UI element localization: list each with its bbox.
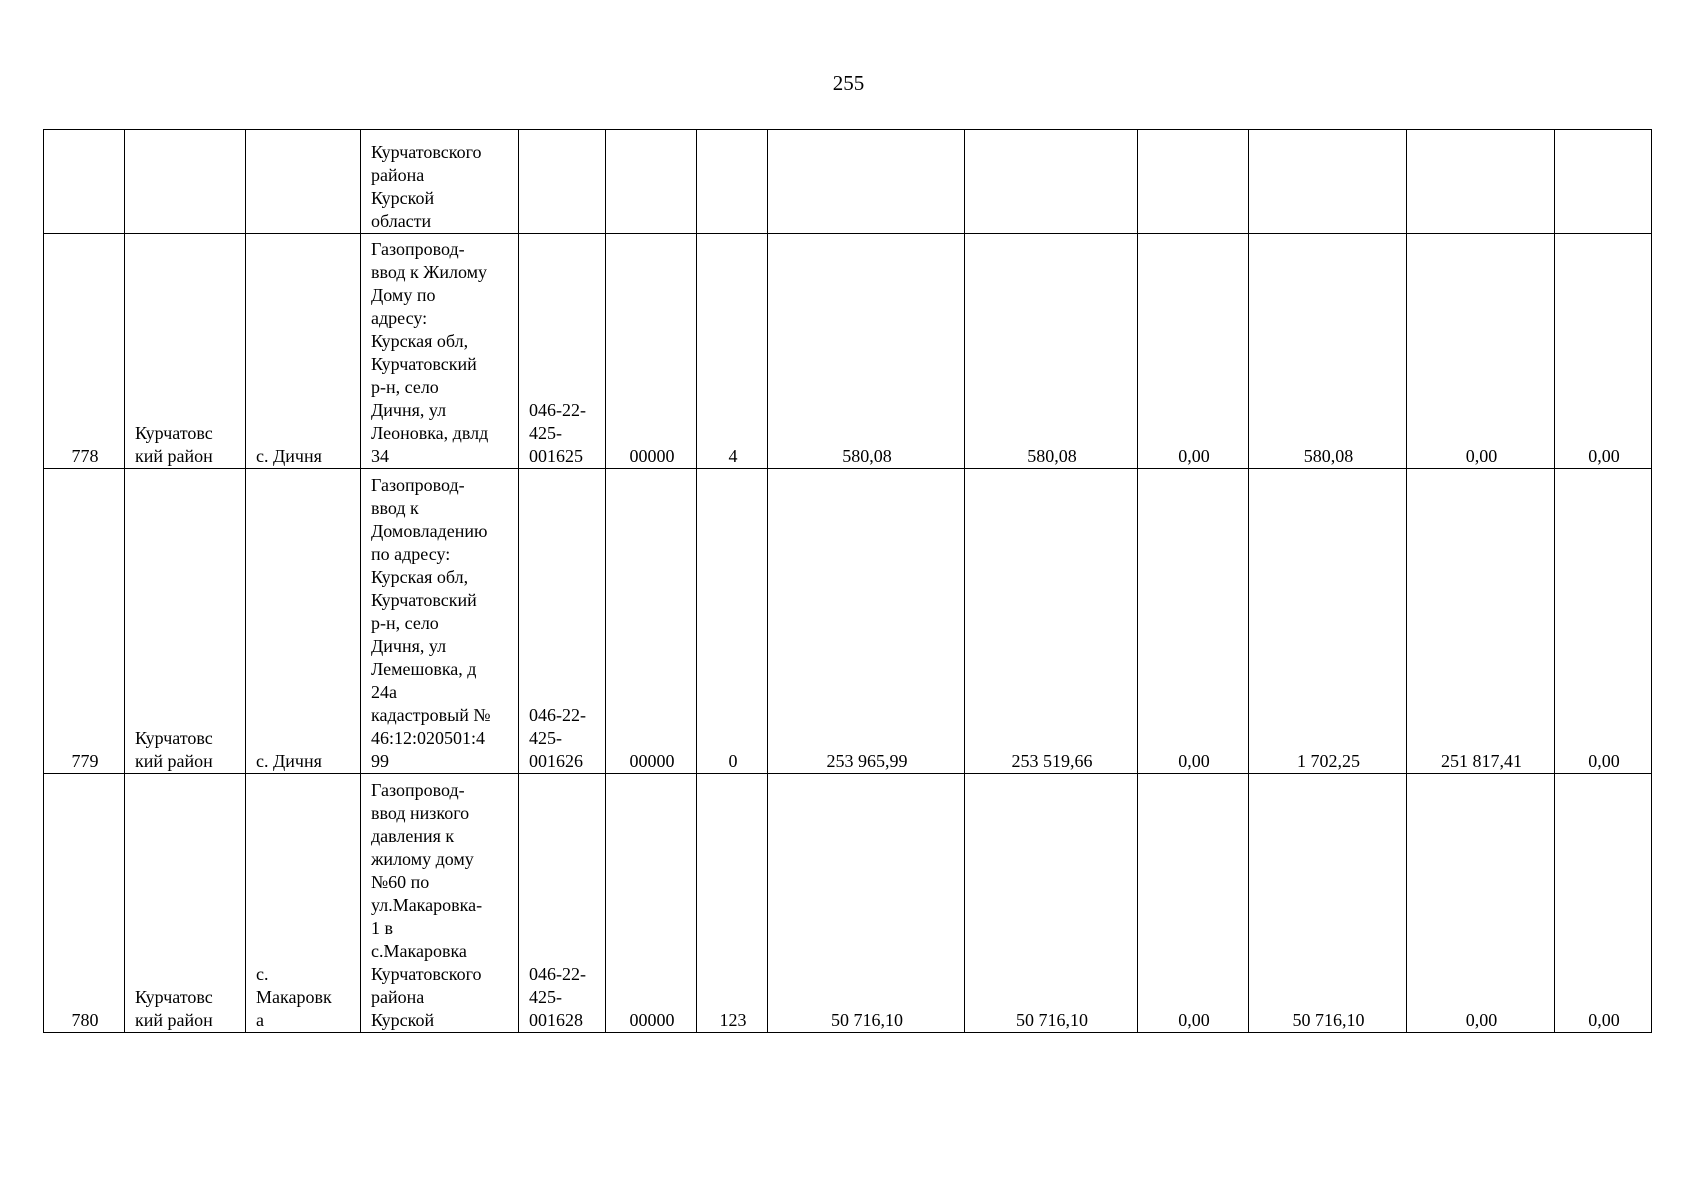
value-cell-1: 580,08 xyxy=(768,234,965,469)
value-cell-4: 50 716,10 xyxy=(1249,774,1407,1033)
quantity-cell xyxy=(697,130,768,234)
value-cell-6 xyxy=(1555,130,1652,234)
locality-cell: с. Макаровк а xyxy=(246,774,361,1033)
quantity-cell: 0 xyxy=(697,469,768,774)
value-cell-1: 50 716,10 xyxy=(768,774,965,1033)
row-number-cell: 778 xyxy=(44,234,125,469)
value-cell-3 xyxy=(1138,130,1249,234)
value-cell-5: 0,00 xyxy=(1407,774,1555,1033)
value-cell-5: 251 817,41 xyxy=(1407,469,1555,774)
table-row xyxy=(44,774,1652,1033)
asset-register-table xyxy=(43,129,1652,1033)
cadastral-number-cell xyxy=(519,130,606,234)
value-cell-2: 50 716,10 xyxy=(965,774,1138,1033)
value-cell-1 xyxy=(768,130,965,234)
row-number-cell: 779 xyxy=(44,469,125,774)
value-cell-4 xyxy=(1249,130,1407,234)
cadastral-number-cell: 046-22- 425- 001625 xyxy=(519,234,606,469)
value-cell-6: 0,00 xyxy=(1555,774,1652,1033)
district-cell: Курчатовс кий район xyxy=(125,774,246,1033)
value-cell-2: 580,08 xyxy=(965,234,1138,469)
district-cell: Курчатовс кий район xyxy=(125,469,246,774)
value-cell-6: 0,00 xyxy=(1555,469,1652,774)
value-cell-4: 580,08 xyxy=(1249,234,1407,469)
cadastral-number-cell: 046-22- 425- 001626 xyxy=(519,469,606,774)
district-cell xyxy=(125,130,246,234)
value-cell-2: 253 519,66 xyxy=(965,469,1138,774)
value-cell-6: 0,00 xyxy=(1555,234,1652,469)
quantity-cell: 4 xyxy=(697,234,768,469)
code-cell: 00000 xyxy=(606,234,697,469)
value-cell-3: 0,00 xyxy=(1138,469,1249,774)
cadastral-number-cell: 046-22- 425- 001628 xyxy=(519,774,606,1033)
table-row xyxy=(44,130,1652,234)
object-name-cell: Газопровод- ввод низкого давления к жилому дому №60 по ул.Макаровка- 1 в с.Макаровка Курчатовского района Курской xyxy=(361,774,519,1033)
code-cell xyxy=(606,130,697,234)
page-number: 255 xyxy=(832,71,865,95)
district-cell: Курчатовс кий район xyxy=(125,234,246,469)
object-name-cell: Газопровод- ввод к Домовладению по адресу: Курская обл, Курчатовский р-н, село Дичня, ул Лемешовка, д 24а кадастровый № 46:12:020501:4 99 xyxy=(361,469,519,774)
value-cell-1: 253 965,99 xyxy=(768,469,965,774)
code-cell: 00000 xyxy=(606,469,697,774)
value-cell-2 xyxy=(965,130,1138,234)
object-name-cell: Газопровод- ввод к Жилому Дому по адресу: Курская обл, Курчатовский р-н, село Дичня, ул Леоновка, двлд 34 xyxy=(361,234,519,469)
value-cell-3: 0,00 xyxy=(1138,234,1249,469)
locality-cell: с. Дичня xyxy=(246,234,361,469)
value-cell-4: 1 702,25 xyxy=(1249,469,1407,774)
row-number-cell xyxy=(44,130,125,234)
value-cell-5: 0,00 xyxy=(1407,234,1555,469)
locality-cell xyxy=(246,130,361,234)
table-row xyxy=(44,469,1652,774)
table-row xyxy=(44,234,1652,469)
code-cell: 00000 xyxy=(606,774,697,1033)
row-number-cell: 780 xyxy=(44,774,125,1033)
quantity-cell: 123 xyxy=(697,774,768,1033)
value-cell-5 xyxy=(1407,130,1555,234)
locality-cell: с. Дичня xyxy=(246,469,361,774)
value-cell-3: 0,00 xyxy=(1138,774,1249,1033)
object-name-cell: Курчатовского района Курской области xyxy=(361,130,519,234)
